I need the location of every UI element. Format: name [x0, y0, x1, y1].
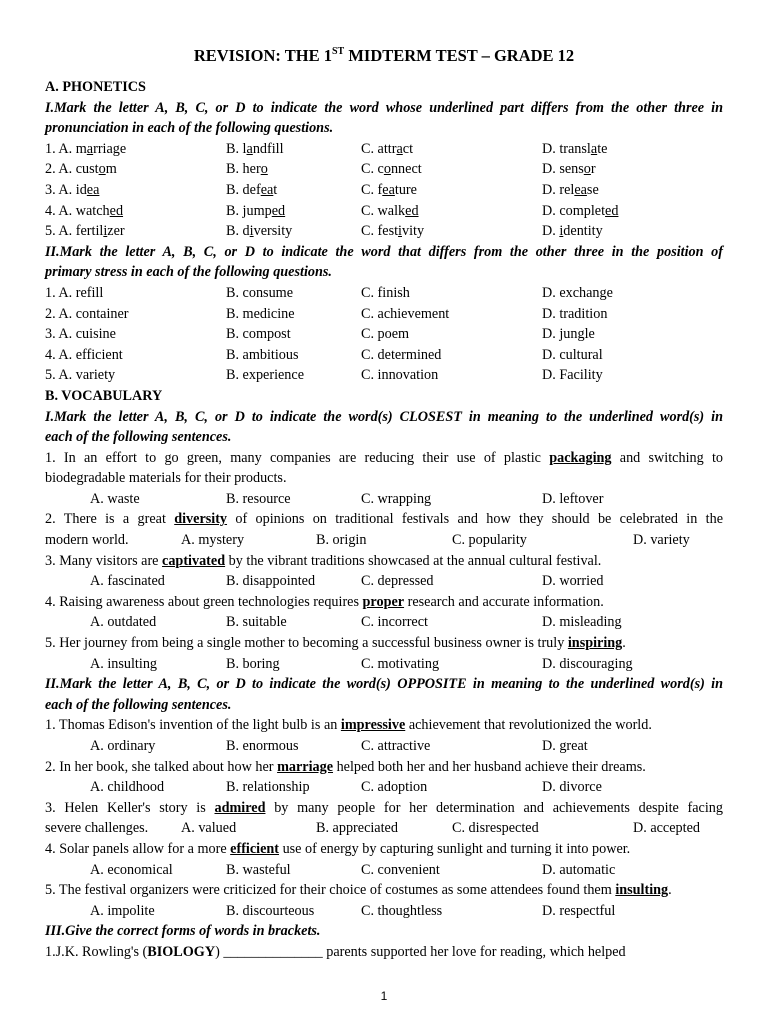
- option-a: 2. A. custom: [45, 161, 117, 178]
- question-text: 5. Her journey from being a single mother to becoming a successful business owner is truly inspiring.: [45, 635, 626, 652]
- option-c: C. determined: [361, 346, 442, 363]
- question-text: 1. In an effort to go green, many companies are reducing their use of plastic packaging and switching to: [45, 449, 723, 466]
- option-d: D. completed: [542, 202, 619, 219]
- question-row: [45, 345, 723, 366]
- option-a: A. childhood: [90, 779, 165, 796]
- option-b: B. landfill: [226, 140, 284, 157]
- option-d: D. sensor: [542, 161, 596, 178]
- option-c: C. finish: [361, 284, 410, 301]
- instruction: primary stress in each of the following questions.: [45, 264, 332, 281]
- instruction: II.Mark the letter A, B, C, or D to indicate the word(s) OPPOSITE in meaning to the underlined word(s) in: [45, 676, 723, 693]
- option-a: 3. A. cuisine: [45, 326, 116, 343]
- question-text: severe challenges.: [45, 820, 149, 837]
- option-c: C. disrespected: [452, 820, 539, 837]
- option-b: B. origin: [316, 532, 367, 549]
- question-text: 1. Thomas Edison's invention of the light bulb is an impressive achievement that revolutionized the world.: [45, 717, 652, 734]
- option-c: C. wrapping: [361, 490, 432, 507]
- question-text: 1.J.K. Rowling's (BIOLOGY) ______________ parents supported her love for reading, which helped: [45, 943, 626, 960]
- answer-options: [45, 860, 723, 881]
- option-b: B. experience: [226, 367, 304, 384]
- option-b: B. diversity: [226, 223, 293, 240]
- option-d: D. cultural: [542, 346, 603, 363]
- option-d: D. variety: [633, 532, 690, 549]
- option-c: C. feature: [361, 181, 417, 198]
- option-a: A. ordinary: [90, 738, 156, 754]
- question-row: [45, 304, 723, 325]
- page-title: REVISION: THE 1ST MIDTERM TEST – GRADE 12: [193, 46, 575, 65]
- option-b: B. ambitious: [226, 346, 299, 363]
- answer-options: [45, 901, 723, 922]
- option-d: D. tradition: [542, 305, 608, 322]
- option-c: C. popularity: [452, 532, 527, 549]
- option-a: A. waste: [90, 490, 140, 507]
- option-c: C. connect: [361, 161, 422, 178]
- option-c: C. motivating: [361, 655, 440, 672]
- option-b: B. consume: [226, 284, 293, 301]
- question-row: [45, 180, 723, 201]
- option-b: B. hero: [226, 161, 268, 178]
- option-c: C. innovation: [361, 367, 439, 384]
- option-c: C. walked: [361, 202, 419, 219]
- document-body: [45, 77, 723, 963]
- question-text: modern world.: [45, 532, 129, 549]
- option-b: B. enormous: [226, 738, 299, 754]
- option-a: 4. A. watched: [45, 202, 124, 219]
- option-d: D. identity: [542, 223, 603, 240]
- question-row: [45, 365, 723, 386]
- option-d: D. discouraging: [542, 655, 633, 672]
- option-a: A. insulting: [90, 655, 158, 672]
- option-a: A. outdated: [90, 614, 157, 631]
- option-b: B. jumped: [226, 202, 286, 219]
- option-c: C. attractive: [361, 738, 431, 754]
- question-text: 4. Raising awareness about green technologies requires proper research and accurate information.: [45, 593, 604, 610]
- question-text: 3. Helen Keller's story is admired by many people for her determination and achievements despite facing: [45, 799, 723, 816]
- option-b: B. suitable: [226, 614, 287, 631]
- option-c: C. adoption: [361, 779, 428, 796]
- option-d: D. release: [542, 181, 599, 198]
- question-text: 4. Solar panels allow for a more efficient use of energy by capturing sunlight and turning it into power.: [45, 840, 631, 857]
- answer-options: [45, 571, 723, 592]
- option-a: A. impolite: [90, 902, 155, 919]
- option-a: 4. A. efficient: [45, 346, 123, 363]
- instruction: pronunciation in each of the following questions.: [45, 120, 334, 137]
- option-b: B. discourteous: [226, 902, 315, 919]
- question-text: 5. The festival organizers were criticized for their choice of costumes as some attendees found them insulting.: [45, 882, 672, 899]
- answer-options: [45, 489, 723, 510]
- question-row: [45, 283, 723, 304]
- question-row: [45, 159, 723, 180]
- instruction: each of the following sentences.: [45, 696, 232, 713]
- option-d: D. automatic: [542, 861, 616, 878]
- option-d: D. accepted: [633, 820, 700, 837]
- instruction: III.Give the correct forms of words in brackets.: [45, 923, 321, 940]
- pronunciation-questions: [45, 139, 723, 242]
- instruction: II.Mark the letter A, B, C, or D to indicate the word that differs from the other three in the position of: [45, 243, 723, 260]
- option-b: B. defeat: [226, 181, 278, 198]
- instruction: I.Mark the letter A, B, C, or D to indicate the word(s) CLOSEST in meaning to the underlined word(s) in: [45, 408, 723, 425]
- option-d: D. Facility: [542, 367, 603, 384]
- option-b: B. wasteful: [226, 861, 291, 878]
- option-a: A. fascinated: [90, 573, 165, 590]
- option-b: B. resource: [226, 490, 291, 507]
- option-c: C. convenient: [361, 861, 440, 878]
- option-d: D. jungle: [542, 326, 595, 343]
- option-a: A. mystery: [181, 532, 245, 549]
- answer-options: [45, 736, 723, 757]
- option-a: 1. A. refill: [45, 284, 104, 301]
- option-d: D. misleading: [542, 614, 622, 631]
- option-b: B. medicine: [226, 305, 295, 322]
- question-row: [45, 324, 723, 345]
- instruction: I.Mark the letter A, B, C, or D to indicate the word whose underlined part differs from the other three in: [45, 99, 723, 116]
- section-heading-phonetics: A. PHONETICS: [45, 79, 146, 95]
- option-a: 5. A. fertilizer: [45, 223, 125, 240]
- option-b: B. appreciated: [316, 820, 398, 837]
- option-d: D. great: [542, 738, 588, 754]
- option-d: D. leftover: [542, 490, 604, 507]
- option-b: B. compost: [226, 326, 291, 343]
- option-d: D. respectful: [542, 902, 616, 919]
- option-d: D. translate: [542, 140, 608, 157]
- question-row: [45, 221, 723, 242]
- option-a: 3. A. idea: [45, 181, 100, 198]
- question-row: [45, 139, 723, 160]
- question-text: 2. In her book, she talked about how her marriage helped both her and her husband achieve their dreams.: [45, 758, 646, 775]
- instruction: each of the following sentences.: [45, 429, 232, 446]
- question-text: 3. Many visitors are captivated by the vibrant traditions showcased at the annual cultural festival.: [45, 552, 602, 569]
- option-c: C. thoughtless: [361, 902, 443, 919]
- page-number: 1: [380, 989, 388, 1003]
- answer-options: [45, 818, 723, 839]
- section-heading-vocabulary: B. VOCABULARY: [45, 387, 163, 404]
- option-c: C. poem: [361, 326, 410, 343]
- stress-questions: [45, 283, 723, 386]
- option-a: 5. A. variety: [45, 367, 116, 384]
- option-c: C. incorrect: [361, 614, 428, 631]
- question-text: biodegradable materials for their products.: [45, 470, 287, 487]
- option-a: 2. A. container: [45, 305, 129, 322]
- option-a: A. economical: [90, 861, 173, 878]
- option-d: D. worried: [542, 573, 604, 590]
- option-b: B. boring: [226, 655, 280, 672]
- question-row: [45, 201, 723, 222]
- question-text: 2. There is a great diversity of opinions on traditional festivals and how they should be celebrated in the: [45, 511, 723, 528]
- option-c: C. attract: [361, 140, 414, 157]
- option-c: C. festivity: [361, 223, 425, 240]
- option-d: D. divorce: [542, 779, 602, 796]
- answer-options: [45, 612, 723, 633]
- option-a: A. valued: [181, 820, 237, 837]
- option-d: D. exchange: [542, 284, 613, 301]
- option-c: C. achievement: [361, 305, 450, 322]
- answer-options: [45, 777, 723, 798]
- answer-options: [45, 530, 723, 551]
- option-c: C. depressed: [361, 573, 434, 590]
- answer-options: [45, 654, 723, 675]
- option-a: 1. A. marriage: [45, 140, 127, 157]
- option-b: B. disappointed: [226, 573, 316, 590]
- option-b: B. relationship: [226, 779, 310, 796]
